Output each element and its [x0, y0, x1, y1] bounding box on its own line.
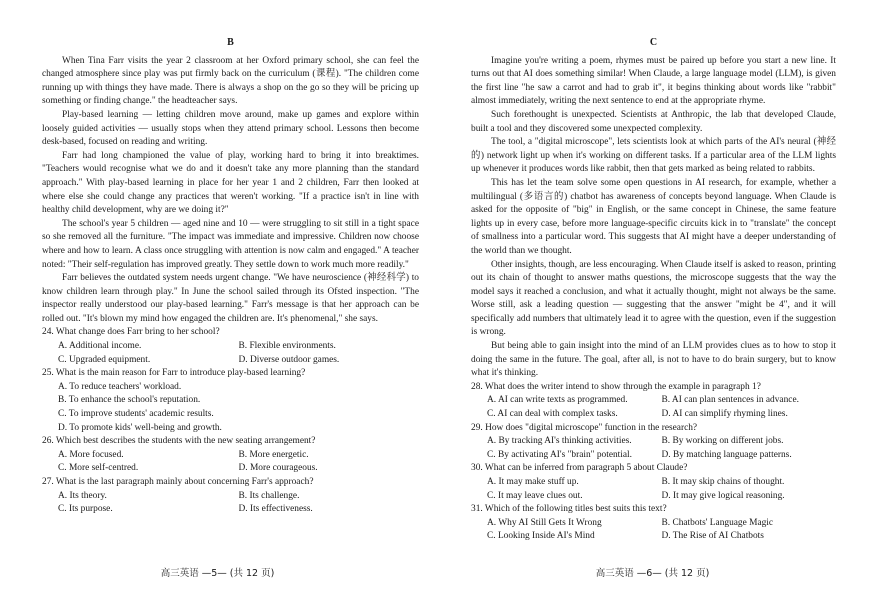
option: D. Diverse outdoor games. [238, 354, 340, 365]
option: B. By working on different jobs. [661, 436, 784, 447]
option: A. To reduce teachers' workload. [58, 381, 182, 392]
option: C. More self-centred. [58, 463, 139, 474]
option: B. To enhance the school's reputation. [58, 395, 201, 406]
option: B. Its challenge. [238, 490, 300, 501]
question-25 [42, 367, 419, 435]
option: B. It may skip chains of thought. [661, 477, 785, 487]
question-stem: 31. Which of the following titles best suits this text? [471, 504, 667, 515]
question-options [42, 340, 419, 367]
page-footer: 高三英语 —6— (共 12 页) [595, 568, 710, 580]
option: A. AI can write texts as programmed. [487, 395, 628, 406]
passage-paragraph: When Tina Farr visits the year 2 classroom at her Oxford primary school, she can feel the changed atmosphere since play was put firmly back on the curriculum (课程). "The children come running up with things they have made. There is always a shop on the go so they will be pricing up something or finding change." the headteacher says. [42, 55, 419, 107]
option: B. AI can plan sentences in advance. [661, 395, 799, 406]
passage-paragraph: The school's year 5 children — aged nine and 10 — were struggling to sit still in a tight space so she removed all the furniture. "The impact was immediate and impressive. Children now choose where and how to learn. A class once struggling with attention is now calm and engaged." A teacher noted: "Their self-regulation has improved greatly. They settle down to work much more readily." [42, 218, 419, 270]
page-footer: 高三英语 —5— (共 12 页) [160, 568, 275, 580]
option: B. Flexible environments. [238, 341, 336, 352]
option: A. Additional income. [58, 341, 142, 352]
passage-paragraph: Imagine you're writing a poem, rhymes must be paired up before you start a new line. It turns out that AI does something similar! When Claude, a large language model (LLM), is given the first line "he saw a carrot and had to grab it", it begins thinking about words like "rabbit" almost immediately, writing the next sentence to end at the appropriate rhyme. [471, 55, 836, 107]
question-stem: 28. What does the writer intend to show through the example in paragraph 1? [471, 381, 761, 392]
option: A. Why AI Still Gets It Wrong [487, 517, 602, 528]
question-29 [471, 422, 836, 463]
question-26 [42, 435, 419, 476]
option: C. Looking Inside AI's Mind [487, 531, 595, 542]
option: C. To improve students' academic results. [58, 409, 214, 420]
option: D. AI can simplify rhyming lines. [661, 409, 788, 420]
question-stem: 29. How does "digital microscope" function in the research? [471, 422, 698, 433]
passage-paragraph: The tool, a "digital microscope", lets scientists look at which parts of the AI's neural (神经的) network light up when it's working on different tasks. If a particular area of the LLM lights up whenever it produces words like rabbit, then that gets marked as being related to rabbits. [471, 137, 836, 175]
passage-paragraph: Play-based learning — letting children move around, make up games and explore within loosely guided activities — usually stops when they attend primary school. Lessons then become desk-based, focused on reading and writing. [42, 109, 419, 148]
option: C. It may leave clues out. [487, 490, 583, 501]
option: D. By matching language patterns. [661, 449, 792, 460]
passage-c [471, 55, 836, 381]
page-right [435, 0, 870, 603]
option: C. Its purpose. [58, 504, 113, 515]
question-24 [42, 326, 419, 367]
passage-paragraph: Other insights, though, are less encouraging. When Claude itself is asked to reason, printing out its chain of thought to answer maths questions, the microscope suggests that the way the model says it reached a conclusion, and what it actually thought, might not always be the same. Worse still, ask a leading question — suggesting that the answer "might be 4", and it will specifically add numbers that ultimately lead it to agree with the question, even if the suggestion is wrong. [471, 259, 836, 338]
option: D. More courageous. [238, 463, 318, 474]
passage-paragraph: But being able to gain insight into the mind of an LLM provides clues as to how to stop it doing the same in the future. The goal, after all, is not to have to do brain surgery, but to know what it's thinking. [471, 341, 836, 379]
option: C. By activating AI's "brain" potential. [487, 449, 632, 460]
option: C. AI can deal with complex tasks. [487, 409, 618, 420]
option: A. More focused. [58, 449, 124, 460]
option: B. More energetic. [238, 449, 309, 460]
option: D. The Rise of AI Chatbots [661, 531, 764, 542]
question-31 [471, 503, 836, 544]
option: A. By tracking AI's thinking activities. [487, 436, 632, 447]
question-stem: 24. What change does Farr bring to her school? [42, 327, 220, 338]
passage-paragraph: This has let the team solve some open questions in AI research, for example, whether a multilingual (多语言的) chatbot has awareness of concepts beyond language. When Claude is asked for the opposite of "big" in English, or the same concept in Chinese, the same feature lights up in every case, before more language-specific circuits kick in to "translate" the concept of smallness into a particular word. This suggests that AI might have a deeper understanding of the world than we thought. [471, 177, 836, 256]
question-options [42, 449, 419, 476]
option: D. Its effectiveness. [238, 504, 313, 515]
option: C. Upgraded equipment. [58, 354, 151, 365]
question-options [471, 435, 836, 462]
question-options [42, 381, 419, 435]
question-stem: 30. What can be inferred from paragraph 5 about Claude? [471, 463, 688, 474]
questions-b [42, 326, 419, 516]
question-stem: 27. What is the last paragraph mainly about concerning Farr's approach? [42, 477, 314, 487]
option: D. To promote kids' well-being and growth. [58, 422, 222, 433]
question-stem: 25. What is the main reason for Farr to introduce play-based learning? [42, 368, 306, 379]
option: A. Its theory. [58, 490, 107, 501]
questions-c [471, 381, 836, 544]
question-30 [471, 462, 836, 503]
question-options [471, 476, 836, 503]
section-title-c: C [649, 37, 658, 48]
question-options [42, 490, 419, 517]
passage-paragraph: Such forethought is unexpected. Scientists at Anthropic, the lab that developed Claude, built a tool and they discovered some unexpected complexity. [471, 109, 836, 134]
question-27 [42, 476, 419, 517]
question-stem: 26. Which best describes the students with the new seating arrangement? [42, 436, 316, 447]
question-28 [471, 381, 836, 422]
section-title-b: B [227, 37, 234, 48]
question-options [471, 394, 836, 421]
passage-b [42, 55, 419, 327]
passage-paragraph: Farr had long championed the value of play, working hard to bring it into breaktimes. "Teachers would recognise what we do and it doesn't take any more planning than the standard approach." With play-based learning in place for her year 1 and 2 children, Farr then looked at where else she could change any practices that weren't working. "If a practice isn't in line with healthy child development, why are we doing it?" [42, 150, 419, 216]
option: B. Chatbots' Language Magic [661, 517, 774, 528]
passage-paragraph: Farr believes the outdated system needs urgent change. "We have neuroscience (神经科学) to know children learn through play." In June the school sailed through its Ofsted inspection. "The inspector really understood our play-based learning." Farr's message is that her approach can be rolled out. "It's blown my mind how engaged the children are. It's phenomenal," she says. [42, 273, 419, 324]
question-options [471, 517, 836, 544]
option: D. It may give logical reasoning. [661, 490, 785, 501]
option: A. It may make stuff up. [487, 477, 579, 487]
